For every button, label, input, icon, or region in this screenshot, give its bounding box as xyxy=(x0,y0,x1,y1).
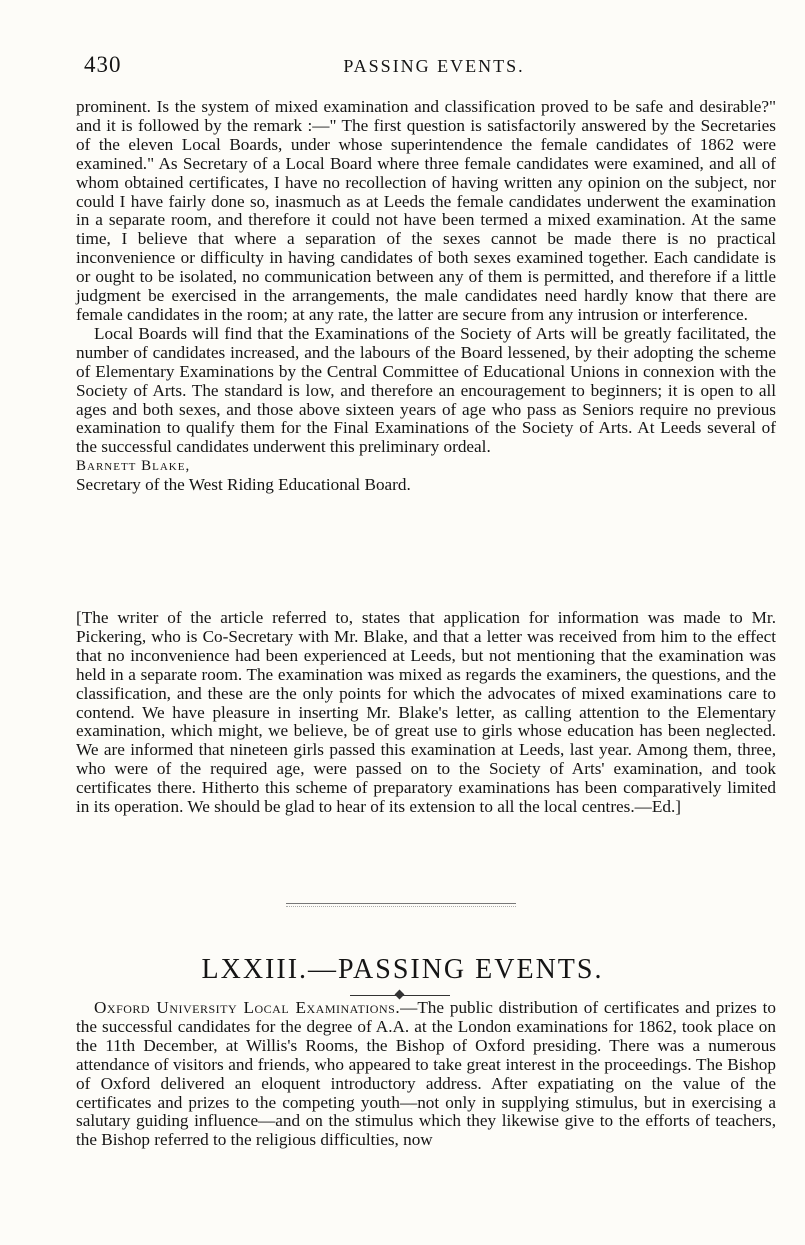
events-lead-in: Oxford University Local Examinations. xyxy=(94,998,401,1017)
letter-paragraph-1: prominent. Is the system of mixed examination and classification proved to be safe and desirable?" and it is followed by the remark :—" The first question is satisfactorily answered by the Secretaries of the eleven Local Boards, under whose superintendence the female candidates of 1862 were examined." As Secretary of a Local Board where three female candidates were examined, and all of whom obtained certificates, I have no recollection of having written any opinion on the subject, nor could I have fairly done so, inasmuch as at Leeds the female candidates underwent the examination in a separate room, and therefore it could not have been termed a mixed examination. At the same time, I believe that where a separation of the sexes cannot be made there is no practical inconvenience or difficulty in having candidates of both sexes examined together. Each candidate is or ought to be isolated, no communication between any of them is permitted, and therefore if a little judgment be exercised in the arrangements, the male candidates need hardly know that there are female candidates in the room; at any rate, the latter are secure from any intrusion or interference. xyxy=(76,97,776,324)
events-text: —The public distribution of certificates and prizes to the successful candidates for the degree of A.A. at the London examinations for 1862, took place on the 11th December, at Willis's Rooms, the Bishop of Oxford presiding. There was a numerous attendance of visitors and friends, who appeared to take great interest in the proceedings. The Bishop of Oxford delivered an eloquent introductory address. After expatiating on the value of the certificates and prizes to the competing youth—not only in supplying stimulus, but in exercising a salutary guiding influence—and on the stimulus which they likewise give to the efforts of teachers, the Bishop referred to the religious difficulties, now xyxy=(76,998,776,1150)
running-title: PASSING EVENTS. xyxy=(343,56,525,76)
events-paragraph xyxy=(76,999,776,1150)
signature-name: Barnett Blake, xyxy=(76,458,191,475)
running-head xyxy=(84,52,784,82)
page-number: 430 xyxy=(84,52,122,77)
section-divider xyxy=(286,903,516,907)
signature-title: Secretary of the West Riding Educational Board. xyxy=(76,475,411,495)
section-heading: LXXIII.—PASSING EVENTS. xyxy=(201,954,604,985)
passing-events-block xyxy=(76,999,776,1150)
editor-note: [The writer of the article referred to, states that application for information was made to Mr. Pickering, who is Co-Secretary with Mr. Blake, and that a letter was received from him to the effect that no inconvenience had been experienced at Leeds, but not mentioning that the examination was held in a separate room. The examination was mixed as regards the examiners, the questions, and the classification, and these are the only points for which the advocates of mixed examinations care to contend. We have pleasure in inserting Mr. Blake's letter, as calling attention to the Elementary examination, which might, we believe, be of great use to girls whose education has been neglected. We are informed that nineteen girls passed this examination at Leeds, last year. Among them, three, who were of the required age, were passed on to the Society of Arts' examination, and took certificates there. Hitherto this scheme of preparatory examinations has been comparatively limited in its operation. We should be glad to hear of its extension to all the local centres.—Ed.] xyxy=(76,608,776,817)
editor-note-block xyxy=(76,609,776,817)
letter-paragraph-2: Local Boards will find that the Examinations of the Society of Arts will be greatly facilitated, the number of candidates increased, and the labours of the Board lessened, by their adopting the scheme of Elementary Examinations by the Central Committee of Educational Unions in connexion with the Society of Arts. The standard is low, and therefore an encouragement to beginners; it is open to all ages and both sexes, and those above sixteen years of age who pass as Seniors require no previous examination to qualify them for the Final Examinations of the Society of Arts. At Leeds several of the successful candidates underwent this preliminary ordeal. xyxy=(76,323,776,457)
letter-block xyxy=(76,98,776,495)
